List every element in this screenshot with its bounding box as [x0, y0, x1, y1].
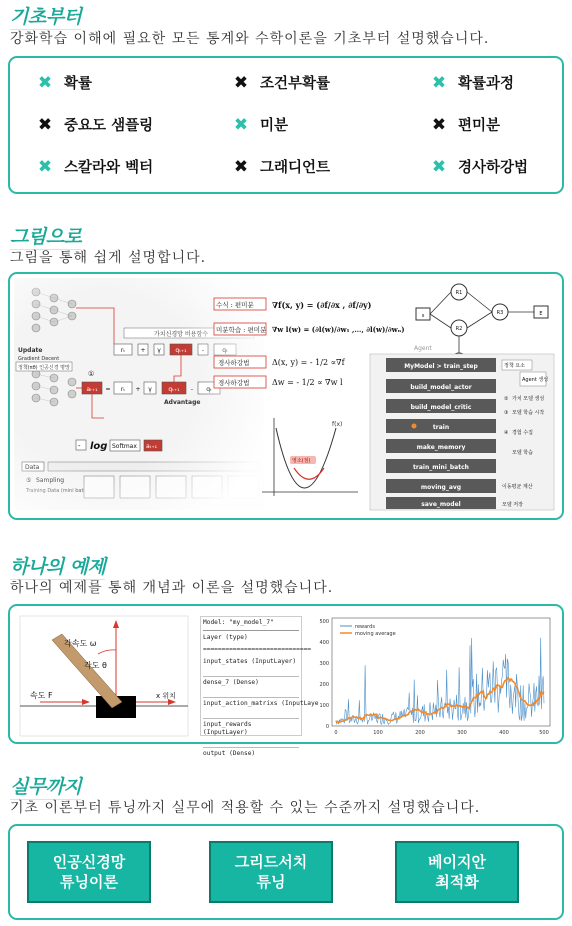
topic-item	[34, 156, 153, 177]
topic-label: 미분	[260, 118, 289, 134]
section-desc-basics: 강화학습 이해에 필요한 모든 통계와 수학이론을 기초부터 설명했습니다.	[10, 31, 490, 47]
x-tick: 200	[415, 730, 425, 736]
flow-step: train	[432, 424, 450, 431]
cross-icon: ✖	[233, 156, 249, 177]
velocity-label: 속도 F	[30, 691, 53, 700]
position-label: x 위치	[156, 692, 176, 700]
flow-step: save_model	[421, 501, 461, 508]
topic-item	[34, 72, 92, 93]
topic-label: 스칼라와 벡터	[64, 160, 154, 176]
cross-icon: ✖	[431, 72, 447, 93]
model-row: Layer (type)	[203, 634, 248, 641]
step-desc: 이동평균 계산	[502, 484, 533, 490]
topic-label: 확률과정	[458, 76, 515, 92]
topic-label: 확률	[64, 76, 93, 92]
example-panel	[8, 604, 564, 757]
policy-network-diagram	[14, 278, 264, 510]
topic-item	[428, 114, 500, 135]
figures-panel	[8, 272, 564, 520]
diagram-collage-svg	[14, 278, 558, 510]
model-row: output (Dense)	[203, 750, 256, 757]
node-label: R1	[455, 290, 463, 296]
flow-step: train_mini_batch	[413, 464, 469, 471]
fx-label: f(x)	[332, 421, 343, 428]
grad-equation: ∇f(x, y) = (∂f/∂x , ∂f/∂y)	[272, 300, 372, 310]
flow-step: moving_avg	[420, 484, 462, 491]
y-tick: 300	[319, 661, 329, 667]
cross-icon: ✖	[233, 114, 249, 135]
node-label: R2	[455, 326, 463, 332]
minimum-label: 영소(점)	[292, 458, 311, 464]
y-tick: 500	[319, 619, 329, 625]
x-tick: 400	[499, 730, 509, 736]
cross-icon: ✖	[431, 114, 447, 135]
topic-label: 조건부확률	[260, 76, 331, 92]
grad-w-equation: ∇w l(w) = (∂l(w)/∂w₁ ,…, ∂l(w)/∂wₙ)	[272, 325, 405, 334]
topic-item	[230, 156, 330, 177]
x-tick: 300	[457, 730, 467, 736]
angle-label: 각도 θ	[84, 661, 107, 670]
topic-item	[428, 72, 514, 93]
model-row: input_states (InputLayer)	[203, 658, 297, 665]
topic-label: 중요도 샘플링	[64, 118, 154, 134]
delta-w-equation: Δw = - 1/2 ∝ ∇w l	[272, 378, 343, 387]
y-tick: 100	[319, 703, 329, 709]
legend-moving-average: moving average	[355, 631, 396, 637]
step-number: ④	[504, 430, 509, 436]
agent-flowchart	[370, 345, 554, 510]
section-desc-example: 하나의 예제를 통해 개념과 이론을 설명했습니다.	[10, 580, 334, 596]
topic-item	[230, 114, 288, 135]
step-number: ②	[504, 396, 509, 402]
cross-icon: ✖	[431, 156, 447, 177]
cartpole-illustration	[20, 616, 188, 736]
figure-collage	[14, 278, 558, 510]
gd-label: 경사하강법	[218, 359, 250, 367]
rewards-plot	[310, 614, 556, 738]
model-row: dense_7 (Dense)	[203, 679, 259, 686]
partial-diff-label: 수식 : 편미분	[216, 301, 254, 309]
x-tick: 500	[539, 730, 549, 736]
flow-step: build_model_critic	[410, 404, 472, 411]
topic-item	[428, 156, 528, 177]
model-row: input_rewards (InputLayer)	[203, 721, 252, 736]
y-tick: 0	[325, 724, 329, 730]
flow-step: MyModel > train_step	[404, 363, 478, 370]
step-desc: 모델 학습 시작	[512, 410, 545, 416]
topic-item	[34, 114, 153, 135]
node-label: E	[539, 311, 543, 317]
neural-net-tuning-button[interactable]: 인공신경망 튜닝이론	[27, 841, 151, 903]
step-number: ③	[504, 410, 509, 416]
model-summary	[200, 616, 319, 757]
section-title-figures: 그림으로	[10, 222, 81, 249]
model-row: =============================	[203, 646, 312, 653]
section-title-example: 하나의 예제	[10, 552, 105, 579]
cross-icon: ✖	[37, 72, 53, 93]
flow-step: make_memory	[416, 444, 466, 451]
step-desc: Agent 생성	[522, 377, 549, 383]
y-tick: 400	[319, 640, 329, 646]
cross-icon: ✖	[37, 114, 53, 135]
basics-topics-panel	[8, 56, 564, 194]
step-desc: 정책 요소	[504, 363, 525, 369]
model-summary-title: Model: "my_model_7"	[203, 619, 274, 626]
cross-icon: ✖	[37, 156, 53, 177]
legend-rewards: rewards	[355, 624, 375, 630]
section-title-practice: 실무까지	[10, 772, 81, 799]
bayesian-optimization-button[interactable]: 베이지안 최적화	[395, 841, 519, 903]
node-label: R3	[496, 310, 504, 316]
grid-search-tuning-button[interactable]: 그리드서치 튜닝	[209, 841, 333, 903]
topic-label: 경사하강법	[458, 160, 529, 176]
agent-label: Agent	[414, 345, 432, 352]
step-desc: 모델 학습	[512, 450, 533, 456]
cross-icon: ✖	[233, 72, 249, 93]
angular-velocity-label: 각속도 ω	[64, 639, 97, 648]
step-desc: 가치 모델 생성	[512, 396, 545, 402]
section-desc-practice: 기초 이론부터 튜닝까지 실무에 적용할 수 있는 수준까지 설명했습니다.	[10, 800, 481, 816]
partial-diff2-label: 미분학습 : 편미분	[216, 326, 267, 334]
step-desc: 경험 수집	[512, 430, 533, 436]
gd2-label: 경사하강법	[218, 379, 250, 387]
x-tick: 100	[373, 730, 383, 736]
step-desc: 모델 저장	[502, 502, 523, 508]
section-desc-figures: 그림을 통해 쉽게 설명합니다.	[10, 250, 207, 266]
topic-label: 편미분	[458, 118, 501, 134]
topic-item	[230, 72, 330, 93]
gradient-descent-plot	[262, 418, 358, 496]
practice-panel	[8, 824, 564, 920]
y-tick: 200	[319, 682, 329, 688]
section-title-basics: 기초부터	[10, 2, 81, 29]
delta-xy-equation: Δ(x, y) = - 1/2 ∝∇f	[272, 358, 345, 367]
flow-step: build_model_actor	[410, 384, 472, 391]
node-label: s	[421, 313, 425, 319]
topic-label: 그래디언트	[260, 160, 331, 176]
x-tick: 0	[334, 730, 338, 736]
model-row: input_action_matrixs (InputLaye	[203, 700, 319, 707]
